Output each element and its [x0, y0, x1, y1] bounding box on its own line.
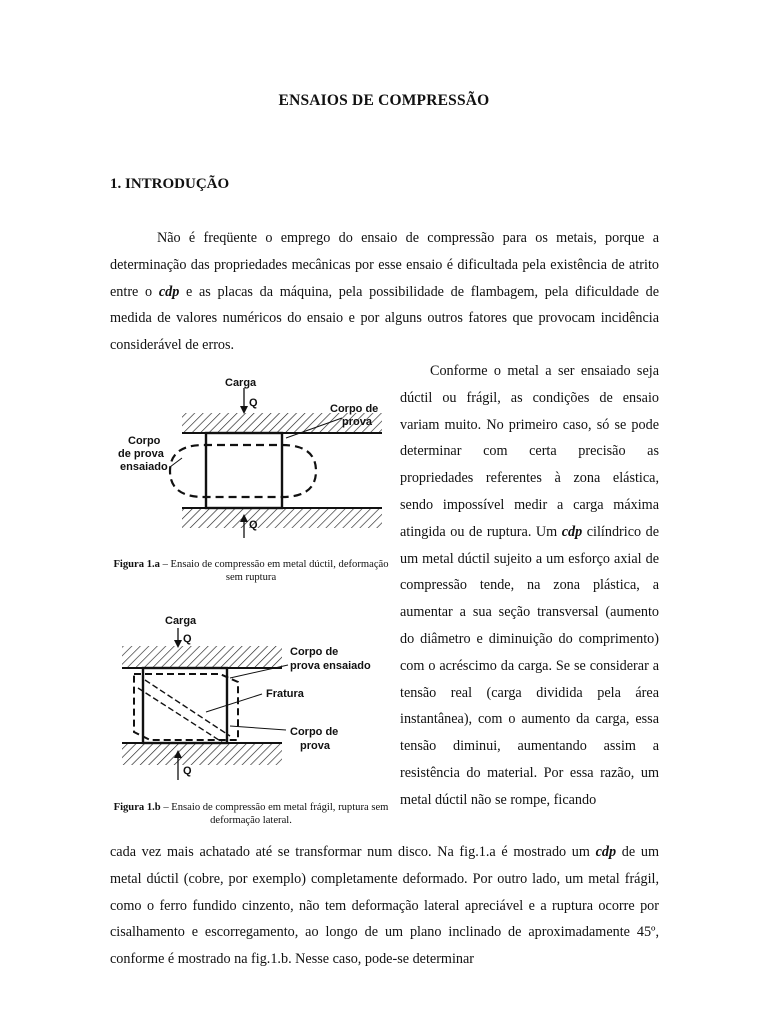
label-ensaiado-2: de prova [118, 448, 164, 460]
section-heading: 1. INTRODUÇÃO [110, 176, 230, 192]
label-fratura: Fratura [266, 688, 304, 700]
paragraph-continued [110, 839, 659, 973]
figure-1b-caption [110, 801, 392, 827]
text-span: Conforme o metal a ser ensaiado seja dúctil ou frágil, as condições de ensaio variam muito. No primeiro caso, só se pode determinar com certa precisão as propriedades referentes à zona elástica, sendo impossível medir a carga máxima atingida ou de ruptura. Um [400, 363, 659, 540]
label-ensaiado-3: ensaiado [120, 461, 168, 473]
fracture-line-2 [138, 688, 222, 742]
caption-text: – Ensaio de compressão em metal frágil, ruptura sem deformação lateral. [160, 802, 389, 826]
label-q-top: Q [249, 397, 258, 409]
top-plate [122, 646, 282, 668]
paragraph-side [400, 358, 659, 814]
text-span: cada vez mais achatado até se transformar num disco. Na fig.1.a é mostrado um [110, 844, 596, 860]
page-title: ENSAIOS DE COMPRESSÃO [278, 92, 490, 109]
label-ensaiado-1: Corpo de [290, 646, 339, 658]
bottom-plate [182, 508, 382, 528]
bottom-plate [122, 743, 282, 765]
leader-corpo-prova [230, 726, 286, 730]
deformed-specimen [170, 445, 316, 497]
label-corpo-prova-1: Corpo de [330, 403, 379, 415]
figure-1b-diagram [110, 608, 392, 798]
label-q-bottom: Q [249, 519, 258, 531]
text-span: de um metal dúctil (cobre, por exemplo) completamente deformado. Por outro lado, um metal frágil, como o ferro fundido cinzento, não tem deformação lateral apreciável e a ruptura ocorre por cisalhamento e escorregamento, ao longo de um plano inclinado de aproximadamente 45º, conforme é mostrado na fig.1.b. Nesse caso, pode-se determinar [110, 844, 659, 968]
label-carga: Carga [165, 615, 197, 627]
label-ensaiado-1: Corpo [128, 435, 161, 447]
original-specimen [143, 668, 227, 743]
figure-1a-diagram [110, 370, 392, 556]
cdp-term: cdp [561, 523, 583, 540]
figure-1a-caption [110, 558, 392, 584]
label-q-bottom: Q [183, 765, 192, 777]
label-corpo-prova-1: Corpo de [290, 726, 339, 738]
caption-label: Figura 1.a [113, 559, 160, 570]
text-span: cilíndrico de um metal dúctil sujeito a um esforço axial de compressão tende, na zona plástica, a aumentar a sua seção transversal (aumento do diâmetro e diminuição do comprimento) com o acréscimo da carga. Se se considerar a tensão real (carga dividida pela área instantânea), com o aumento da carga, essa tensão diminui, aumentando assim a resistência do material. Por essa razão, um metal dúctil não se rompe, ficando [400, 523, 660, 808]
cdp-term: cdp [595, 844, 617, 860]
label-corpo-prova-2: prova [300, 740, 330, 752]
caption-text: – Ensaio de compressão em metal dúctil, deformação sem ruptura [159, 559, 389, 583]
label-ensaiado-2: prova ensaiado [290, 660, 371, 672]
text-span: Não é freqüente o emprego do ensaio de compressão para os metais, porque a determinação das propriedades mecânicas por esse ensaio é dificultada pela existência de atrito entre o [110, 230, 659, 300]
paragraph-intro [110, 225, 659, 359]
cdp-term: cdp [158, 283, 180, 300]
leader-fratura [206, 694, 262, 712]
caption-label: Figura 1.b [113, 802, 161, 813]
figure-1b [110, 608, 392, 838]
text-span: e as placas da máquina, pela possibilidade de flambagem, pela dificuldade de medida de valores numéricos do ensaio e por alguns outros fatores que provocam incidência considerável de erros. [110, 283, 659, 354]
label-carga: Carga [225, 377, 257, 389]
label-q-top: Q [183, 633, 192, 645]
load-arrowhead-top [240, 406, 248, 414]
label-corpo-prova-2: prova [342, 416, 372, 428]
figure-1a [110, 370, 392, 600]
